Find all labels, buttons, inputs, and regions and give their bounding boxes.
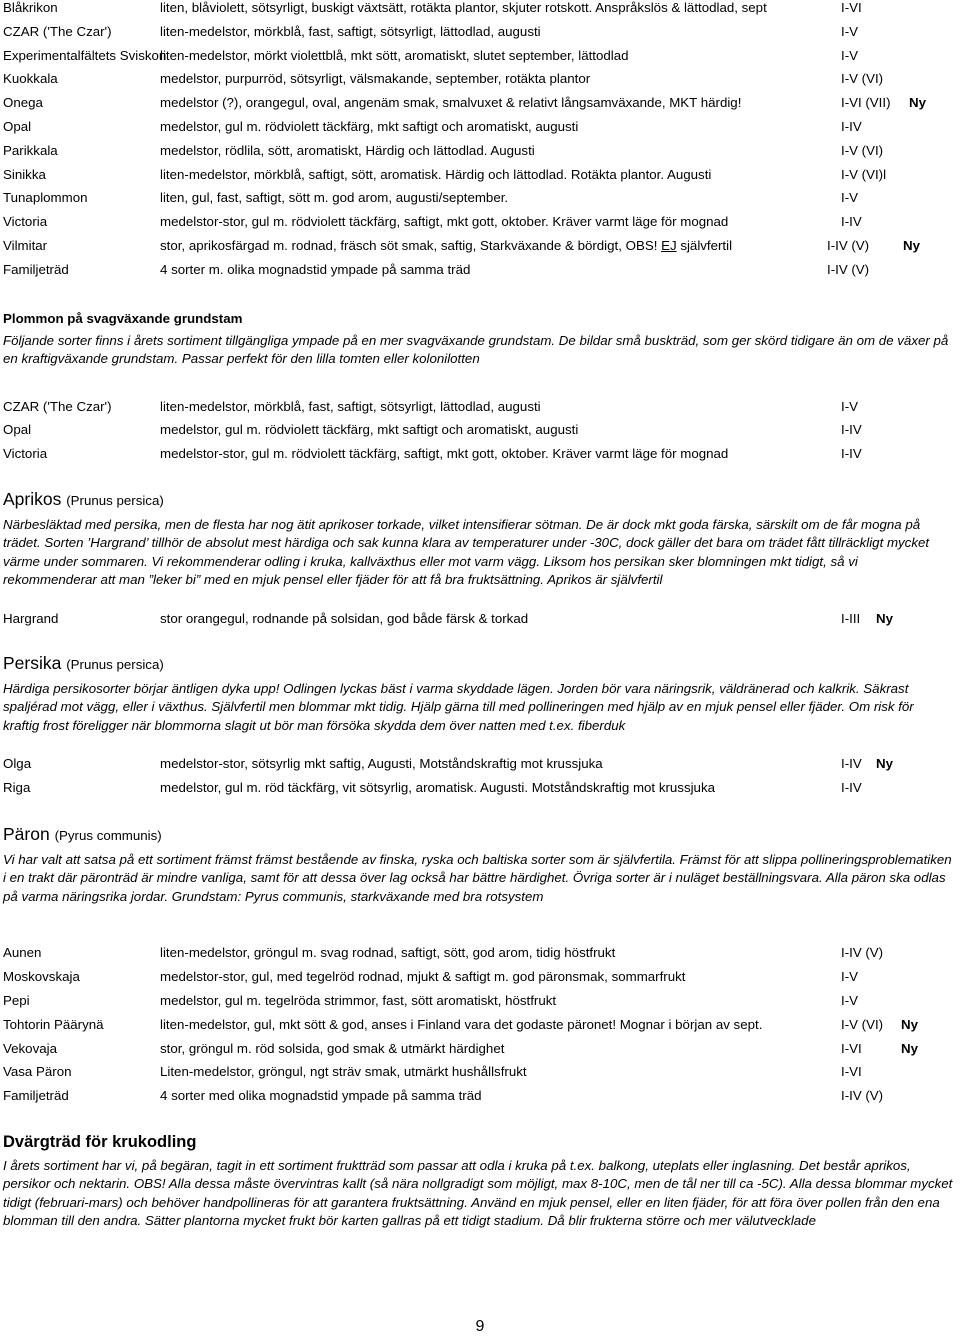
variety-name: Familjeträd [3, 1088, 69, 1104]
new-badge: Ny [901, 1040, 918, 1056]
new-badge: Ny [901, 1016, 918, 1032]
hardiness-zone: I-V [841, 398, 858, 414]
variety-row [3, 754, 955, 778]
variety-description: liten-medelstor, gröngul m. svag rodnad, saftigt, sött, god arom, tidig höstfrukt [160, 945, 616, 961]
variety-name: Sinikka [3, 166, 46, 182]
section-heading-svag: Plommon på svagväxande grundstam [3, 310, 243, 326]
variety-row [3, 0, 955, 22]
variety-row-vilmitar [3, 236, 955, 260]
variety-description: medelstor, gul m. rödviolett täckfärg, mkt saftigt och aromatiskt, augusti [160, 422, 579, 438]
persika-variety-table [3, 754, 955, 802]
variety-description: 4 sorter m. olika mognadstid ympade på samma träd [160, 261, 471, 277]
variety-row [3, 991, 955, 1015]
variety-name: Blåkrikon [3, 0, 58, 15]
hardiness-zone: I-IV [841, 118, 862, 134]
variety-description: liten, blåviolett, sötsyrligt, buskigt växtsätt, rotäkta plantor, skjuter rotskott. Anspråkslös & lättodlad, sept [160, 0, 767, 15]
hardiness-zone: I-VI [841, 1040, 862, 1056]
variety-row [3, 1015, 955, 1039]
variety-name: Aunen [3, 945, 42, 961]
new-badge: Ny [876, 756, 893, 772]
variety-row [3, 141, 955, 165]
variety-row-familjetrad [3, 260, 955, 284]
variety-row [3, 1039, 955, 1063]
variety-description: liten-medelstor, mörkblå, fast, saftigt, sötsyrligt, lättodlad, augusti [160, 398, 541, 414]
section-intro-svag: Följande sorter finns i årets sortiment tillgängliga ympade på en mer svagväxande grundstam. De bildar små buskträd, som ger skörd tidigare än om de växer på en kraftigväxande grundstam. Passar perfekt för den lilla tomten eller kolonilotten [3, 332, 949, 367]
variety-row [3, 165, 955, 189]
variety-name: Opal [3, 422, 32, 438]
variety-row [3, 117, 955, 141]
variety-row [3, 444, 955, 468]
hardiness-zone: I-V [841, 969, 858, 985]
variety-name: Parikkala [3, 142, 58, 158]
hardiness-zone: I-III [841, 610, 861, 626]
section-heading-krukodling: Dvärgträd för krukodling [3, 1132, 197, 1151]
variety-name: Kuokkala [3, 71, 58, 87]
hardiness-zone: I-VI [841, 0, 862, 15]
section-intro-persika: Härdiga persikosorter börjar äntligen dyka upp! Odlingen lyckas bäst i varma skyddade lägen. Jorden bör vara näringsrik, väldränerad och kalkrik. Säkrast spaljérad mot vägg, eller i växthus. Självfertil men blommar mkt tidig. Hjälp gärna till med pollineringen med hjälp av en mjuk pensel eller fjäder. Om risk för kraftig frost föreligger när blommorna slagit ut bör man försöka skydda dem över natten med t.ex. fiberduk [3, 680, 914, 733]
variety-description: liten-medelstor, mörkblå, fast, saftigt, sötsyrligt, lättodlad, augusti [160, 23, 541, 39]
section-heading-aprikos: Aprikos (Prunus persica) [3, 488, 164, 509]
variety-name: Tohtorin Päärynä [3, 1016, 104, 1032]
variety-description: medelstor, gul m. rödviolett täckfärg, mkt saftigt och aromatiskt, augusti [160, 118, 579, 134]
variety-description: medelstor, rödlila, sött, aromatiskt, Härdig och lättodlad. Augusti [160, 142, 535, 158]
variety-row [3, 943, 955, 967]
hardiness-zone: I-V [841, 190, 858, 206]
variety-row [3, 420, 955, 444]
hardiness-zone: I-IV [841, 422, 862, 438]
variety-row [3, 778, 955, 802]
variety-row [3, 212, 955, 236]
variety-description: medelstor-stor, gul, med tegelröd rodnad, mjukt & saftigt m. god päronsmak, sommarfrukt [160, 969, 686, 985]
plum-variety-table [3, 0, 955, 284]
hardiness-zone: I-V (VI) [841, 1016, 884, 1032]
variety-row [3, 188, 955, 212]
hardiness-zone: I-IV [841, 780, 862, 796]
hardiness-zone: I-V (VI) [841, 71, 884, 87]
hardiness-zone: I-IV [841, 756, 862, 772]
variety-description: medelstor-stor, gul m. rödviolett täckfärg, saftigt, mkt gott, oktober. Kräver varmt läge för mognad [160, 214, 729, 230]
variety-row [3, 609, 955, 633]
hardiness-zone: I-V [841, 47, 858, 63]
variety-row [3, 1086, 955, 1110]
variety-description: 4 sorter med olika mognadstid ympade på samma träd [160, 1088, 482, 1104]
variety-name: Hargrand [3, 610, 59, 626]
variety-row [3, 93, 955, 117]
variety-name: Victoria [3, 446, 48, 462]
hardiness-zone: I-IV [841, 446, 862, 462]
section-intro-paron: Vi har valt att satsa på ett sortiment främst främst bestående av finska, ryska och baltiska sorter som är självfertila. Främst för att slippa pollineringsproblematiken i en trakt där päronträd är mindre vanliga, samt för att dessa över lag också har bättre härdighet. Övriga sorter är i nuläget beställningsvara. Alla päron ska odlas på varma näringsrika jordar. Grundstam: Pyrus communis, starkväxande med bra rotsystem [3, 851, 952, 904]
variety-description: medelstor (?), orangegul, oval, angenäm smak, smalvuxet & relativt långsamväxande, MKT härdig! [160, 95, 742, 111]
section-intro-aprikos: Närbesläktad med persika, men de flesta har nog ätit aprikoser torkade, vilket intensifierar sötman. De är dock mkt goda färska, särskilt om de får mogna på trädet. Sorten ’Hargrand’ tillhör de absolut mest härdiga och sak kunna klara av temperaturer under -30C, dock gäller det bara om trädet fått tillräckligt mycket värme under sommaren. Vi rekommenderar odling i kruka, kallväxthus eller mot varm vägg. Liksom hos persikan sker blomningen mkt tidigt, så vi rekommenderar att man ”leker bi” med en mjuk pensel eller fjäder för att få bra fruktsättning. Aprikos är självfertil [3, 516, 930, 588]
variety-description: Liten-medelstor, gröngul, ngt sträv smak, utmärkt hushållsfrukt [160, 1064, 527, 1080]
page-number: 9 [475, 1318, 485, 1335]
variety-description: liten-medelstor, gul, mkt sött & god, anses i Finland vara det godaste päronet! Mognar i början av sept. [160, 1016, 763, 1032]
hardiness-zone: I-V (VI)l [841, 166, 887, 182]
catalog-page [3, 0, 955, 1231]
variety-name: Vekovaja [3, 1040, 57, 1056]
hardiness-zone: I-VI (VII) [841, 95, 891, 111]
variety-description: liten, gul, fast, saftigt, sött m. god arom, augusti/september. [160, 190, 509, 206]
variety-row [3, 22, 955, 46]
hardiness-zone: I-V (VI) [841, 142, 884, 158]
hardiness-zone: I-V [841, 992, 858, 1008]
hardiness-zone: I-IV (V) [841, 1088, 884, 1104]
variety-description: medelstor, gul m. tegelröda strimmor, fast, sött aromatiskt, höstfrukt [160, 992, 557, 1008]
hardiness-zone: I-IV [841, 214, 862, 230]
variety-row [3, 397, 955, 421]
variety-name: Moskovskaja [3, 969, 80, 985]
variety-row [3, 69, 955, 93]
hardiness-zone: I-IV (V) [827, 261, 870, 277]
variety-description: medelstor-stor, gul m. rödviolett täckfärg, saftigt, mkt gott, oktober. Kräver varmt läge för mognad [160, 446, 729, 462]
variety-description: stor, aprikosfärgad m. rodnad, fräsch söt smak, saftig, Starkväxande & bördigt, OBS! EJ självfertil [160, 237, 733, 253]
new-badge: Ny [876, 610, 893, 626]
svag-variety-table [3, 397, 955, 468]
hardiness-zone: I-V [841, 23, 858, 39]
variety-description: liten-medelstor, mörkt violettblå, mkt sött, aromatiskt, slutet september, lättodlad [160, 47, 629, 63]
section-heading-paron: Päron (Pyrus communis) [3, 823, 162, 844]
variety-name: CZAR ('The Czar') [3, 398, 112, 414]
variety-name: Vasa Päron [3, 1064, 72, 1080]
variety-description: medelstor, gul m. röd täckfärg, vit sötsyrlig, aromatisk. Augusti. Motståndskraftig mot krussjuka [160, 780, 715, 796]
section-heading-persika: Persika (Prunus persica) [3, 652, 164, 673]
section-intro-krukodling: I årets sortiment har vi, på begäran, tagit in ett sortiment fruktträd som passar att odla i kruka på t.ex. balkong, uteplats eller inglasning. Det består aprikos, persikor och nektarin. OBS! Alla dessa måste övervintras kallt (så nära nollgradigt som möjligt, max 8-10C, men de tål ner till ca -5C). Alla dessa blommar mycket tidigt (februari-mars) och behöver handpollineras för att garantera fruktsättning. Använd en mjuk pensel, eller en liten fjäder, för att föra över pollen från den ena blomman till den andra. Sätter plantorna mycket frukt bör karten gallras på ett tidigt stadium. Då blir frukterna större och mer välutvecklade [3, 1157, 953, 1229]
variety-description: stor orangegul, rodnande på solsidan, god både färsk & torkad [160, 610, 529, 626]
variety-name: Opal [3, 118, 32, 134]
variety-row [3, 1062, 955, 1086]
variety-description: medelstor, purpurröd, sötsyrligt, välsmakande, september, rotäkta plantor [160, 71, 591, 87]
variety-name: Pepi [3, 992, 30, 1008]
variety-name: Olga [3, 756, 32, 772]
variety-name: Riga [3, 780, 31, 796]
new-badge: Ny [909, 95, 926, 111]
variety-description: liten-medelstor, mörkblå, saftigt, sött, aromatisk. Härdig och lättodlad. Rotäkta plantor. Augusti [160, 166, 712, 182]
paron-variety-table [3, 943, 955, 1110]
variety-name: Victoria [3, 214, 48, 230]
variety-name: Familjeträd [3, 261, 69, 277]
variety-name: Onega [3, 95, 43, 111]
new-badge: Ny [903, 237, 920, 253]
variety-name: CZAR ('The Czar') [3, 23, 112, 39]
variety-description: medelstor-stor, sötsyrlig mkt saftig, Augusti, Motståndskraftig mot krussjuka [160, 756, 603, 772]
aprikos-variety-table [3, 609, 955, 633]
variety-row [3, 46, 955, 70]
hardiness-zone: I-IV (V) [841, 945, 884, 961]
variety-description: stor, gröngul m. röd solsida, god smak & utmärkt härdighet [160, 1040, 505, 1056]
variety-row [3, 967, 955, 991]
variety-name: Experimentalfältets Sviskon [3, 47, 167, 63]
hardiness-zone: I-VI [841, 1064, 862, 1080]
variety-name: Tunaplommon [3, 190, 88, 206]
variety-name: Vilmitar [3, 237, 48, 253]
hardiness-zone: I-IV (V) [827, 237, 870, 253]
